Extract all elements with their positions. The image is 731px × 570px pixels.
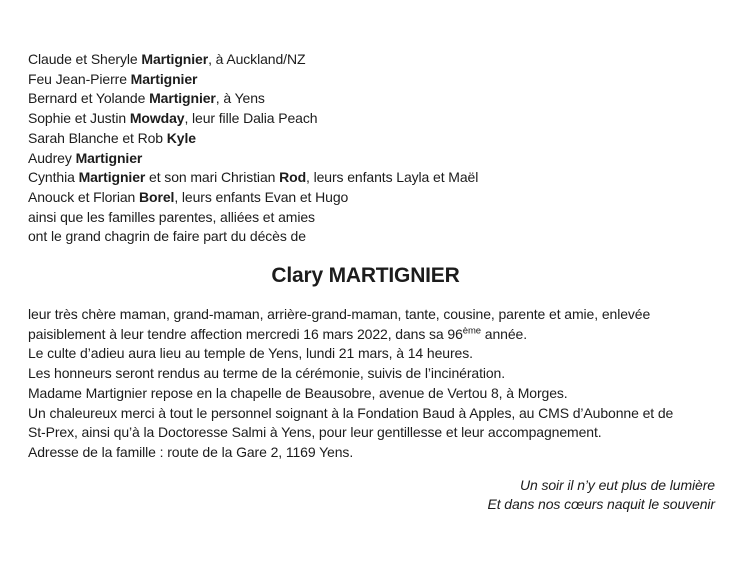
- family-line: [28, 227, 703, 247]
- family-line: [28, 89, 703, 109]
- text-segment: , à Yens: [215, 90, 265, 107]
- epitaph-line: [28, 476, 715, 496]
- family-line: [28, 168, 703, 188]
- text-segment: Sarah Blanche et Rob: [28, 129, 167, 146]
- text-segment: Et dans nos cœurs naquit le souvenir: [487, 496, 715, 513]
- text-segment: leur très chère maman, grand-maman, arrière-grand-maman, tante, cousine, parente et amie, enlevée: [28, 306, 651, 323]
- text-segment: Sophie et Justin: [28, 110, 130, 127]
- epitaph-line: [28, 495, 715, 515]
- text-segment: Madame Martignier repose en la chapelle de Beausobre, avenue de Vertou 8, à Morges.: [28, 384, 568, 401]
- text-segment: Cynthia: [28, 169, 79, 186]
- family-line: [28, 149, 703, 169]
- text-segment: Bernard et Yolande: [28, 90, 150, 107]
- family-line: [28, 129, 703, 149]
- text-segment: paisiblement à leur tendre affection mercredi 16 mars 2022, dans sa 96: [28, 325, 463, 342]
- text-segment: Les honneurs seront rendus au terme de la cérémonie, suivis de l’incinération.: [28, 365, 506, 382]
- text-segment: ainsi que les familles parentes, alliées et amies: [28, 208, 315, 225]
- deceased-name: Clary MARTIGNIER: [271, 264, 460, 288]
- family-line: [28, 50, 703, 70]
- family-name-bold: Martignier: [130, 70, 198, 87]
- body-line: [28, 404, 703, 424]
- family-line: [28, 188, 703, 208]
- text-segment: Un soir il n’y eut plus de lumière: [519, 476, 715, 493]
- text-segment: année.: [480, 325, 527, 342]
- text-segment: , leurs enfants Layla et Maël: [306, 169, 479, 186]
- ordinal-superscript: ème: [462, 325, 481, 337]
- text-segment: Feu Jean-Pierre: [28, 70, 131, 87]
- notice-body-block: [28, 305, 703, 463]
- family-name-bold: Borel: [139, 188, 175, 205]
- text-segment: Le culte d’adieu aura lieu au temple de Yens, lundi 21 mars, à 14 heures.: [28, 345, 473, 362]
- family-name-bold: Martignier: [75, 149, 143, 166]
- body-line: [28, 325, 703, 345]
- family-name-bold: Kyle: [166, 129, 196, 146]
- text-segment: Un chaleureux merci à tout le personnel soignant à la Fondation Baud à Apples, au CMS d’Aubonne et de: [28, 404, 674, 421]
- family-name-bold: Martignier: [149, 90, 216, 107]
- text-segment: Claude et Sheryle: [28, 51, 142, 67]
- family-names-block: [28, 50, 703, 247]
- text-segment: St-Prex, ainsi qu’à la Doctoresse Salmi à Yens, pour leur gentillesse et leur accompagnement.: [28, 424, 602, 441]
- family-name-bold: Martignier: [141, 51, 209, 67]
- text-segment: Audrey: [28, 149, 76, 166]
- family-line: [28, 109, 703, 129]
- body-line: [28, 423, 703, 443]
- family-line: [28, 70, 703, 90]
- body-line: [28, 443, 703, 463]
- text-segment: , à Auckland/NZ: [208, 51, 306, 67]
- text-segment: et son mari Christian: [145, 169, 280, 186]
- epitaph-block: [28, 476, 715, 515]
- family-name-bold: Rod: [279, 169, 307, 186]
- family-name-bold: Martignier: [78, 169, 146, 186]
- text-segment: , leur fille Dalia Peach: [184, 110, 318, 127]
- body-line: [28, 384, 703, 404]
- text-segment: Anouck et Florian: [28, 188, 140, 205]
- body-line: [28, 344, 703, 364]
- text-segment: , leurs enfants Evan et Hugo: [174, 188, 349, 205]
- family-line: [28, 208, 703, 228]
- family-name-bold: Mowday: [129, 110, 185, 127]
- text-segment: ont le grand chagrin de faire part du décès de: [28, 228, 306, 245]
- text-segment: Adresse de la famille : route de la Gare 2, 1169 Yens.: [28, 443, 354, 460]
- body-line: [28, 364, 703, 384]
- body-line: [28, 305, 703, 325]
